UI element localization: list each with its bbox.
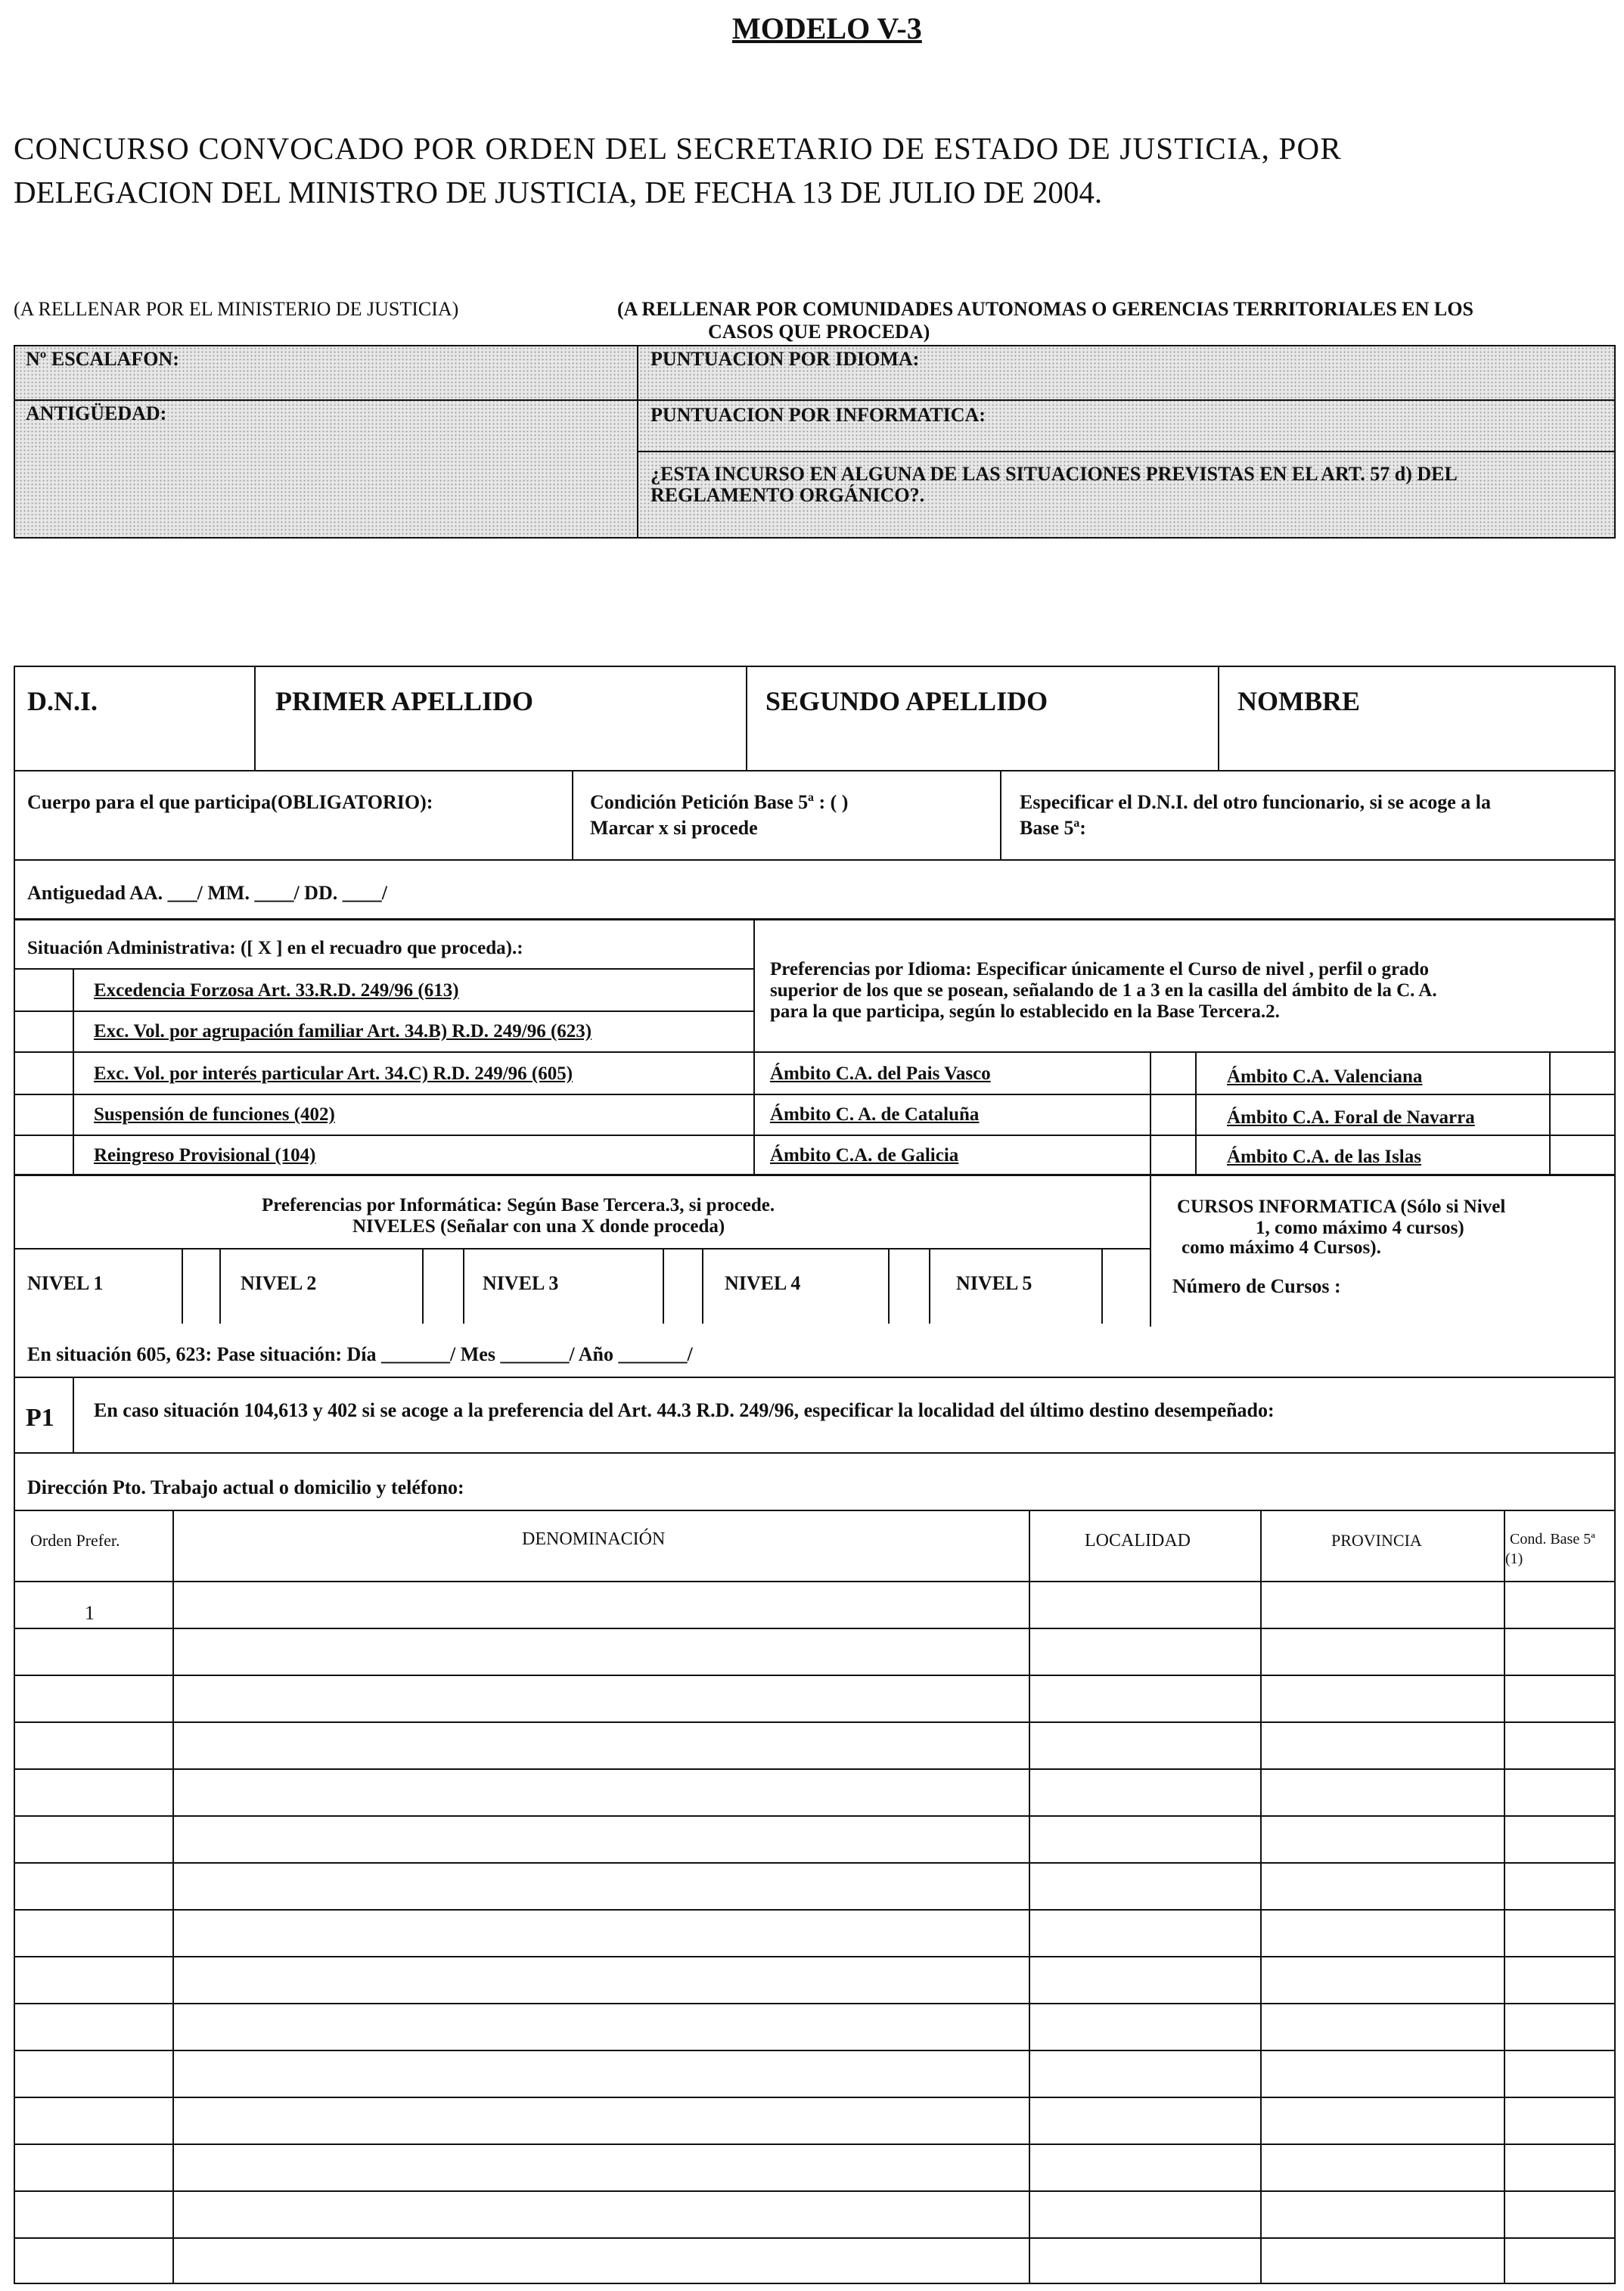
situacion-item-605[interactable]: Exc. Vol. por interés particular Art. 34.C) R.D. 249/96 (605) <box>94 1063 573 1084</box>
admin-right-caption: (A RELLENAR POR COMUNIDADES AUTONOMAS O GERENCIAS TERRITORIALES EN LOS <box>617 298 1473 320</box>
incurso-question: ¿ESTA INCURSO EN ALGUNA DE LAS SITUACIONES PREVISTAS EN EL ART. 57 d) DEL <box>651 463 1458 485</box>
col-localidad: LOCALIDAD <box>1085 1531 1191 1551</box>
p1-localidad-field[interactable]: En caso situación 104,613 y 402 si se acoge a la preferencia del Art. 44.3 R.D. 249/96, especificar la localidad del último destino desempeñado: <box>94 1399 1275 1421</box>
nivel-1-checkbox[interactable]: NIVEL 1 <box>27 1272 104 1294</box>
table-row <box>14 2237 1616 2239</box>
table-row <box>14 1909 1616 1911</box>
main-form <box>14 666 1616 2284</box>
intro-line-2: DELEGACION DEL MINISTRO DE JUSTICIA, DE FECHA 13 DE JULIO DE 2004. <box>14 175 1103 210</box>
table-row <box>14 2003 1616 2004</box>
situacion-item-623[interactable]: Exc. Vol. por agrupación familiar Art. 34.B) R.D. 249/96 (623) <box>94 1021 592 1042</box>
model-title: MODELO V-3 <box>732 11 922 45</box>
table-row <box>14 1956 1616 1957</box>
ambito-galicia[interactable]: Ámbito C.A. de Galicia <box>770 1145 959 1166</box>
otro-dni-hint: Base 5ª: <box>1020 817 1086 839</box>
ambito-cataluna[interactable]: Ámbito C. A. de Cataluña <box>770 1104 980 1125</box>
row-1-order: 1 <box>85 1602 95 1624</box>
situacion-item-104[interactable]: Reingreso Provisional (104) <box>94 1145 316 1166</box>
admin-right-caption-2: CASOS QUE PROCEDA) <box>708 321 930 343</box>
col-provincia: PROVINCIA <box>1331 1531 1422 1550</box>
nivel-3-checkbox[interactable]: NIVEL 3 <box>483 1272 559 1294</box>
table-row <box>14 2097 1616 2098</box>
ambito-navarra[interactable]: Ámbito C.A. Foral de Navarra <box>1227 1107 1475 1128</box>
dni-field[interactable]: D.N.I. <box>27 686 98 716</box>
admin-left-caption: (A RELLENAR POR EL MINISTERIO DE JUSTICIA) <box>14 298 459 320</box>
table-row <box>14 1721 1616 1723</box>
pase-situacion-field[interactable]: En situación 605, 623: Pase situación: Día _______/ Mes _______/ Año _______/ <box>27 1343 693 1365</box>
intro-line-1: CONCURSO CONVOCADO POR ORDEN DEL SECRETARIO DE ESTADO DE JUSTICIA, POR <box>14 131 1342 166</box>
informatica-preferences: Preferencias por Informática: Según Base Tercera.3, si procede. <box>262 1195 775 1215</box>
antiguedad-admin-field[interactable]: ANTIGÜEDAD: <box>26 402 167 424</box>
otro-dni-field[interactable]: Especificar el D.N.I. del otro funcionario, si se acoge a la <box>1020 791 1491 813</box>
antiguedad-field[interactable]: Antiguedad AA. ___/ MM. ____/ DD. ____/ <box>27 882 387 904</box>
situacion-item-613[interactable]: Excedencia Forzosa Art. 33.R.D. 249/96 (613) <box>94 980 459 1001</box>
condicion-base5-field[interactable]: Condición Petición Base 5ª : ( ) <box>590 791 849 813</box>
situacion-item-402[interactable]: Suspensión de funciones (402) <box>94 1104 335 1125</box>
escalafon-field[interactable]: Nº ESCALAFON: <box>26 348 179 370</box>
informatica-score-field[interactable]: PUNTUACION POR INFORMATICA: <box>651 404 986 426</box>
col-denominacion: DENOMINACIÓN <box>522 1529 666 1549</box>
col-cond-note: (1) <box>1505 1551 1523 1567</box>
numero-cursos-field[interactable]: Número de Cursos : <box>1172 1275 1341 1297</box>
idioma-preferences-3: para la que participa, según lo establecido en la Base Tercera.2. <box>770 1001 1280 1022</box>
condicion-hint: Marcar x si procede <box>590 817 758 839</box>
nivel-5-checkbox[interactable]: NIVEL 5 <box>956 1272 1032 1294</box>
ambito-pais-vasco[interactable]: Ámbito C.A. del Pais Vasco <box>770 1063 991 1084</box>
idioma-preferences: Preferencias por Idioma: Especificar únicamente el Curso de nivel , perfil o grado <box>770 959 1429 979</box>
cursos-informatica-2: 1, como máximo 4 cursos) <box>1256 1218 1464 1238</box>
idioma-preferences-2: superior de los que se posean, señalando de 1 a 3 en la casilla del ámbito de la C. A. <box>770 980 1437 1001</box>
cursos-informatica: CURSOS INFORMATICA (Sólo si Nivel <box>1177 1197 1506 1217</box>
cuerpo-field[interactable]: Cuerpo para el que participa(OBLIGATORIO): <box>27 791 433 813</box>
informatica-niveles-hint: NIVELES (Señalar con una X donde proceda) <box>352 1216 725 1237</box>
table-row <box>14 2190 1616 2192</box>
table-row <box>14 1862 1616 1864</box>
incurso-question-2: REGLAMENTO ORGÁNICO?. <box>651 484 925 506</box>
p1-label: P1 <box>26 1404 54 1432</box>
situacion-title: Situación Administrativa: ([ X ] en el recuadro que proceda).: <box>27 938 523 958</box>
cursos-informatica-3: como máximo 4 Cursos). <box>1182 1237 1381 1258</box>
primer-apellido-field[interactable]: PRIMER APELLIDO <box>275 686 534 716</box>
table-row <box>14 2050 1616 2051</box>
table-row <box>14 1628 1616 1629</box>
table-row <box>14 2144 1616 2145</box>
ambito-valenciana[interactable]: Ámbito C.A. Valenciana <box>1227 1066 1423 1087</box>
admin-box <box>14 345 1616 539</box>
table-row <box>14 1675 1616 1676</box>
table-row <box>14 1768 1616 1770</box>
nivel-4-checkbox[interactable]: NIVEL 4 <box>725 1272 801 1294</box>
table-row <box>14 1815 1616 1817</box>
idioma-score-field[interactable]: PUNTUACION POR IDIOMA: <box>651 348 920 370</box>
direccion-field[interactable]: Dirección Pto. Trabajo actual o domicilio y teléfono: <box>27 1476 464 1498</box>
nombre-field[interactable]: NOMBRE <box>1237 686 1360 716</box>
col-orden-prefer: Orden Prefer. <box>30 1531 120 1550</box>
nivel-2-checkbox[interactable]: NIVEL 2 <box>241 1272 317 1294</box>
segundo-apellido-field[interactable]: SEGUNDO APELLIDO <box>765 686 1048 716</box>
ambito-islas[interactable]: Ámbito C.A. de las Islas <box>1227 1147 1421 1167</box>
col-cond-base5: Cond. Base 5ª <box>1510 1531 1595 1548</box>
